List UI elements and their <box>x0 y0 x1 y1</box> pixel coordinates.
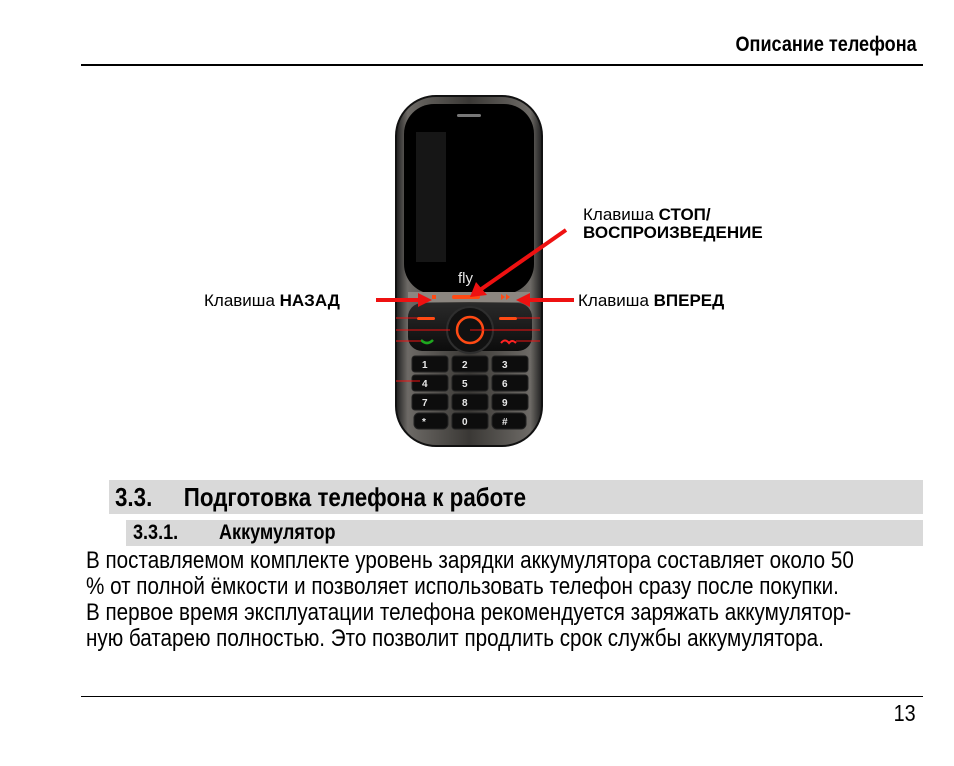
svg-text:#: # <box>502 417 508 428</box>
svg-text:8: 8 <box>462 398 468 409</box>
svg-text:3: 3 <box>502 360 508 371</box>
svg-text:9: 9 <box>502 398 508 409</box>
svg-text:7: 7 <box>422 398 428 409</box>
callout-stop-play-bold-1: СТОП/ <box>658 205 711 224</box>
subsection-heading <box>133 521 336 545</box>
footer-rule <box>81 696 923 697</box>
svg-text:1: 1 <box>422 360 428 371</box>
section-title: Подготовка телефона к работе <box>183 482 527 512</box>
phone-body <box>396 96 542 446</box>
callout-forward-prefix: Клавиша <box>578 291 654 310</box>
page-header-title: Описание телефона <box>735 33 917 56</box>
callout-back <box>204 292 340 310</box>
callout-stop-play-prefix: Клавиша <box>583 205 659 224</box>
section-heading <box>115 482 526 513</box>
svg-text:5: 5 <box>462 379 468 390</box>
svg-text:4: 4 <box>422 379 428 390</box>
body-line: % от полной ёмкости и позволяет использовать телефон сразу после покупки. <box>86 573 839 600</box>
callout-back-prefix: Клавиша <box>204 291 280 310</box>
svg-text:2: 2 <box>462 360 468 371</box>
callout-back-bold: НАЗАД <box>279 291 340 310</box>
svg-text:0: 0 <box>462 417 468 428</box>
body-line: ную батарею полностью. Это позволит продлить срок службы аккумулятора. <box>86 625 824 652</box>
body-line: В поставляемом комплекте уровень зарядки аккумулятора составляет около 50 <box>86 547 854 574</box>
svg-text:*: * <box>422 417 426 428</box>
svg-text:fly: fly <box>458 270 473 287</box>
callout-stop-play-bold-2: ВОСПРОИЗВЕДЕНИЕ <box>583 223 763 242</box>
body-paragraph <box>86 548 920 652</box>
section-number: 3.3. <box>115 482 153 512</box>
callout-stop-play <box>583 206 763 242</box>
subsection-title: Аккумулятор <box>219 521 336 544</box>
callout-forward <box>578 292 724 310</box>
svg-text:6: 6 <box>502 379 508 390</box>
body-line: В первое время эксплуатации телефона рекомендуется заряжать аккумулятор- <box>86 599 852 626</box>
page-number: 13 <box>893 700 916 726</box>
callout-forward-bold: ВПЕРЕД <box>653 291 725 310</box>
subsection-number: 3.3.1. <box>133 521 179 544</box>
